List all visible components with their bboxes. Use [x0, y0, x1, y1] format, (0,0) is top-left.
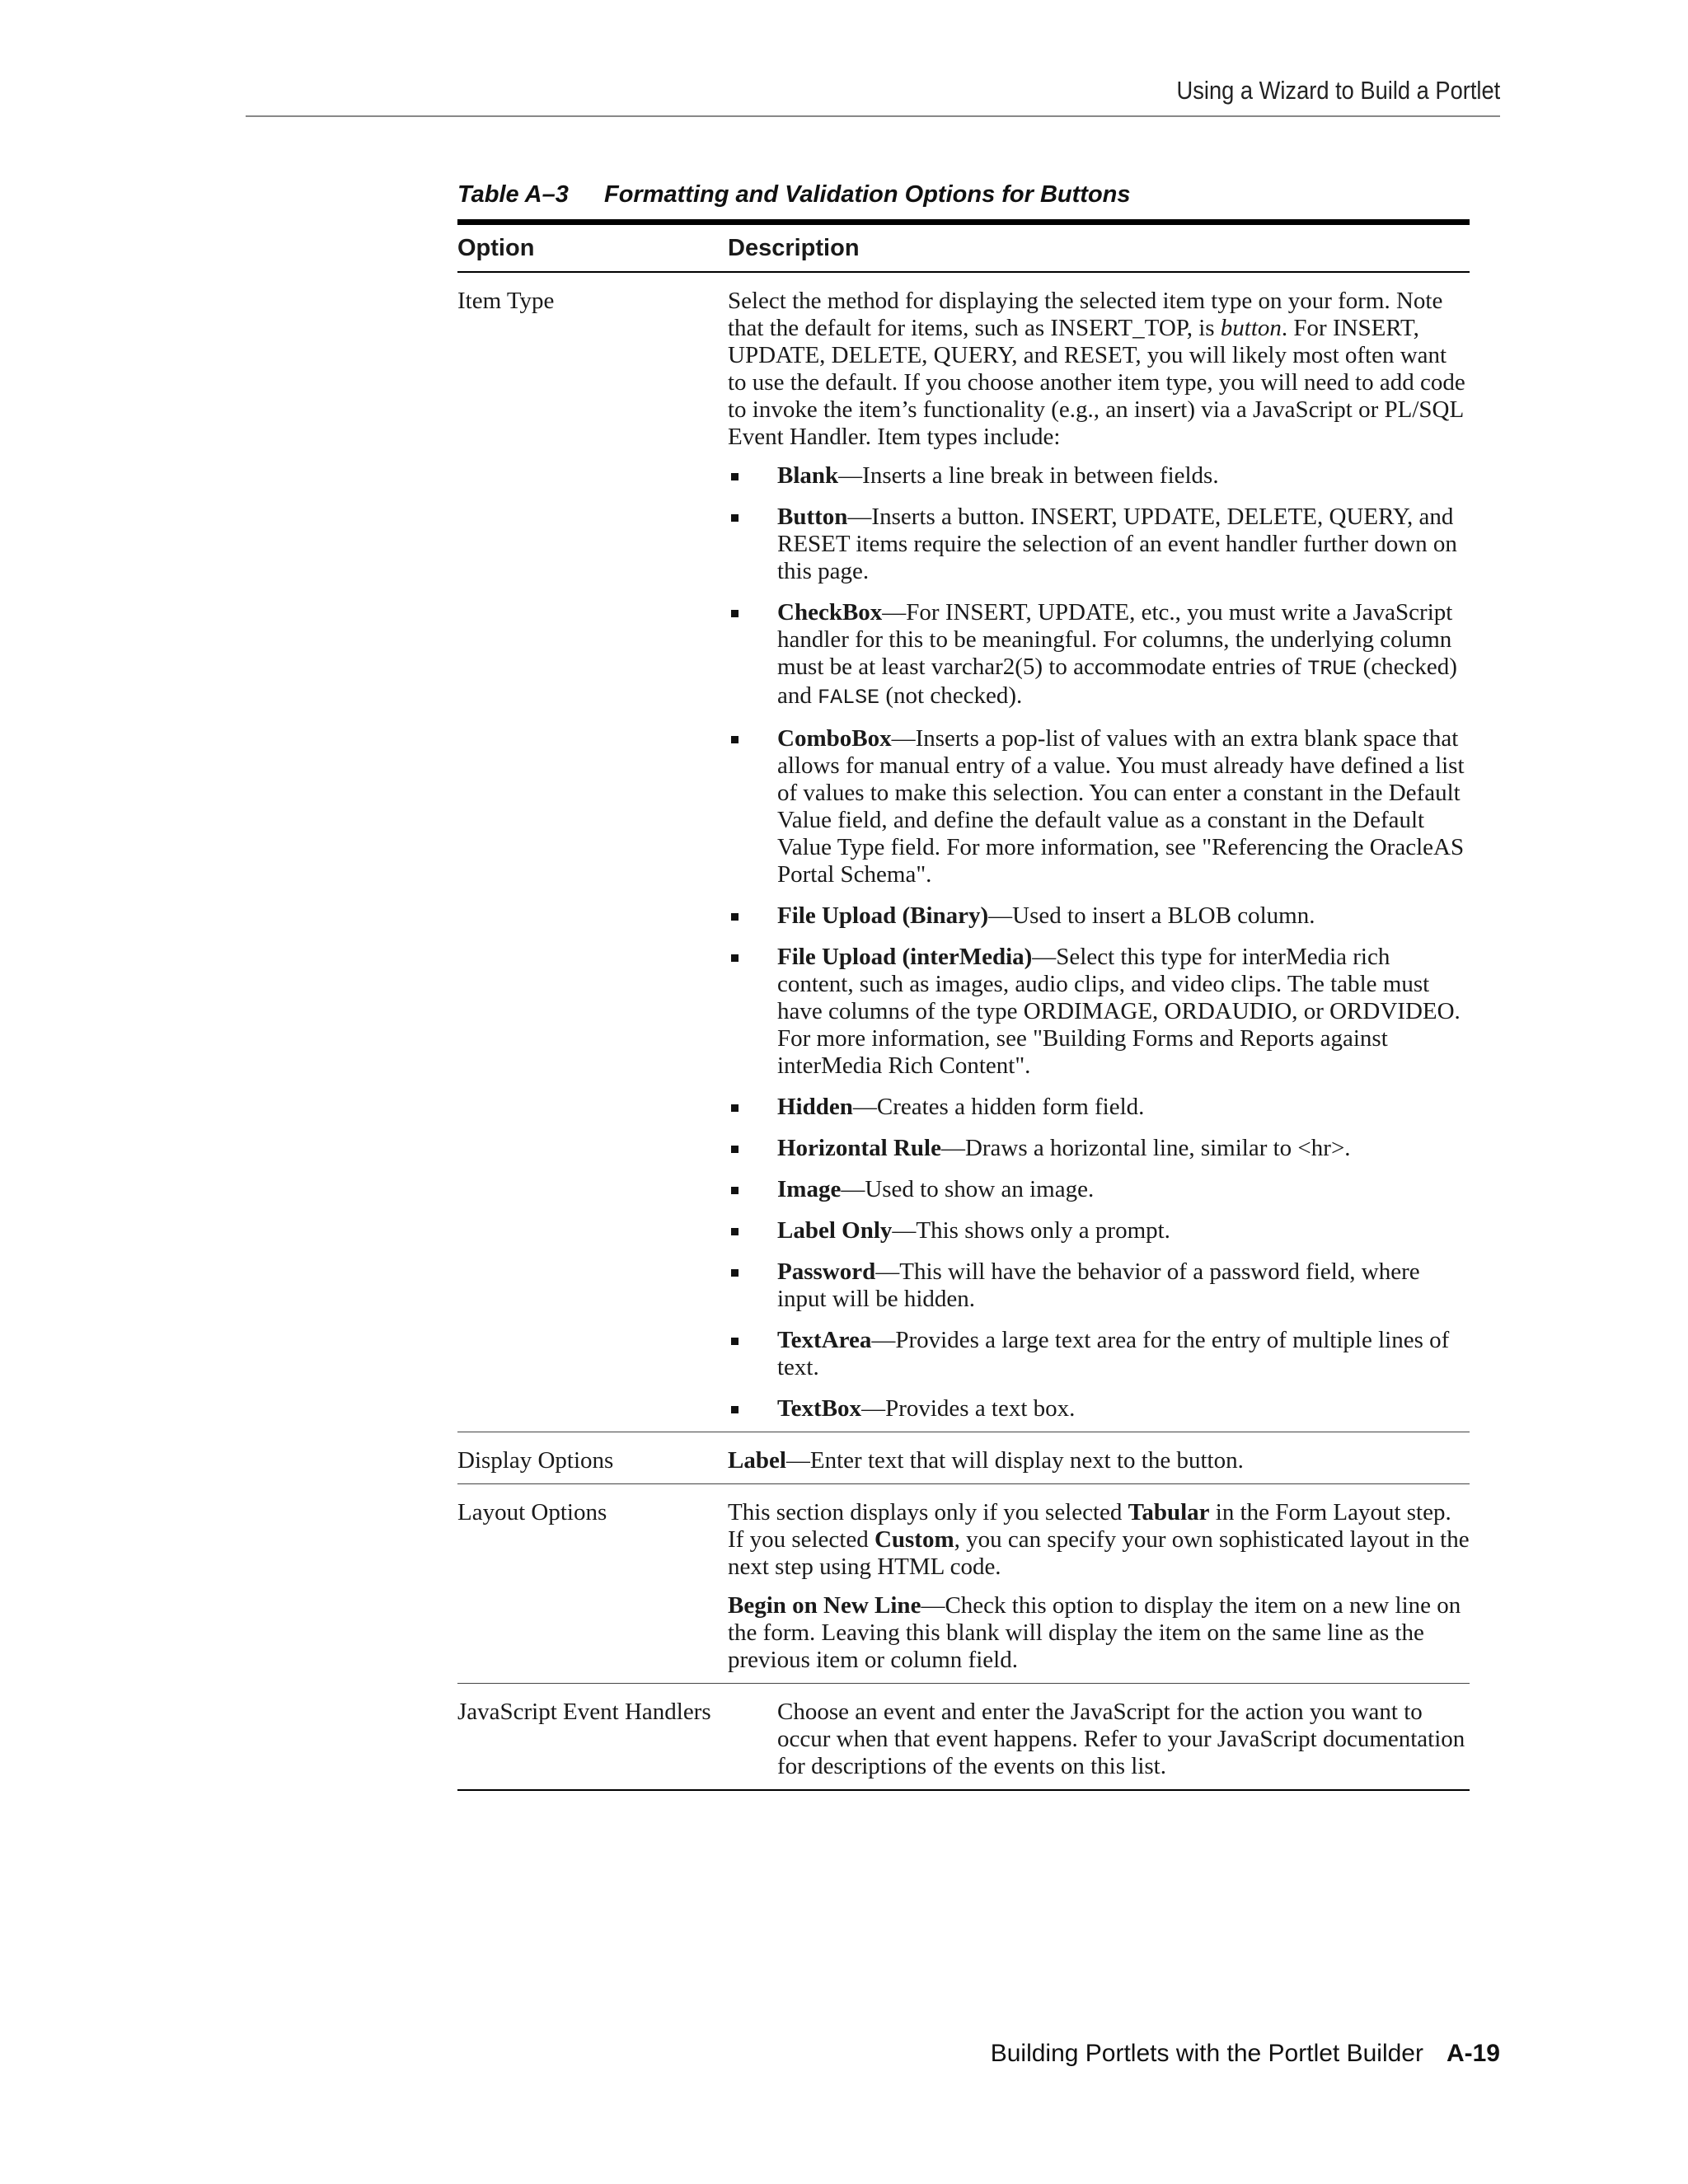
bullet-icon [731, 954, 738, 962]
bullet-icon [731, 913, 738, 921]
table-title: Formatting and Validation Options for Buttons [604, 181, 1131, 208]
list-item: TextArea—Provides a large text area for the entry of multiple lines of text. [728, 1327, 1470, 1381]
list-item: TextBox—Provides a text box. [728, 1395, 1470, 1422]
option-cell: Layout Options [457, 1499, 607, 1526]
table-row-display-options [457, 1432, 1470, 1484]
page-number: A-19 [1446, 2040, 1500, 2067]
list-item: Password—This will have the behavior of a password field, where input will be hidden. [728, 1258, 1470, 1313]
bullet-icon [731, 1187, 738, 1194]
table-row-js-event-handlers [457, 1684, 1470, 1791]
column-header-description: Description [728, 234, 860, 261]
running-footer [991, 2040, 1500, 2068]
bullet-icon [731, 1146, 738, 1153]
bullet-icon [731, 1269, 738, 1277]
options-table [457, 219, 1470, 1791]
bullet-icon [731, 610, 738, 617]
bullet-icon [731, 736, 738, 743]
list-item: Label Only—This shows only a prompt. [728, 1217, 1470, 1244]
description-cell: Label—Enter text that will display next to the button. [728, 1447, 1244, 1474]
table-number: Table A–3 [457, 181, 569, 208]
description-cell [728, 288, 1470, 1422]
footer-book-title: Building Portlets with the Portlet Builder [990, 2040, 1423, 2067]
option-cell: JavaScript Event Handlers [457, 1699, 711, 1725]
bullet-icon [731, 514, 738, 522]
description-cell: Choose an event and enter the JavaScript for the action you want to occur when that event happens. Refer to your JavaScript documentation for descriptions of the events on this list. [777, 1699, 1465, 1779]
list-item: Button—Inserts a button. INSERT, UPDATE, DELETE, QUERY, and RESET items require the selection of an event handler further down on this page. [728, 504, 1470, 585]
table-row-layout-options [457, 1484, 1470, 1684]
bullet-icon [731, 1406, 738, 1413]
list-item: File Upload (Binary)—Used to insert a BLOB column. [728, 902, 1470, 930]
option-cell: Item Type [457, 288, 555, 314]
running-header-title: Using a Wizard to Build a Portlet [1176, 76, 1500, 105]
item-type-intro: Select the method for displaying the selected item type on your form. Note that the default for items, such as INSERT_TOP, is button. For INSERT, UPDATE, DELETE, QUERY, and RESET, you will likely most often want to use the default. If you choose another item type, you will need to add code to invoke the item’s functionality (e.g., an insert) via a JavaScript or PL/SQL Event Handler. Item types include: [728, 288, 1465, 450]
list-item: ComboBox—Inserts a pop-list of values with an extra blank space that allows for manual entry of a value. You must already have defined a list of values to make this selection. You can enter a constant in the Default Value field, and define the default value as a constant in the Default Value Type field. For more information, see "Referencing the OracleAS Portal Schema". [728, 725, 1470, 888]
table-caption [457, 181, 1470, 219]
running-header [246, 74, 1500, 117]
list-item: Image—Used to show an image. [728, 1176, 1470, 1203]
bullet-icon [731, 1338, 738, 1345]
bullet-icon [731, 1228, 738, 1235]
column-header-option: Option [457, 234, 535, 261]
option-cell: Display Options [457, 1447, 614, 1474]
item-type-list [728, 462, 1470, 1422]
table-header-row [457, 225, 1470, 273]
list-item: Hidden—Creates a hidden form field. [728, 1094, 1470, 1121]
description-cell: This section displays only if you selected Tabular in the Form Layout step. If you selected Custom, you can specify your own sophisticated layout in the next step using HTML code. Begin on New Line—Check this option to display the item on a new line on the form. Leaving this blank will display the item on the same line as the previous item or column field. [728, 1499, 1470, 1673]
bullet-icon [731, 1104, 738, 1112]
list-item: Horizontal Rule—Draws a horizontal line, similar to <hr>. [728, 1135, 1470, 1162]
table-row-item-type [457, 273, 1470, 1432]
list-item: Blank—Inserts a line break in between fields. [728, 462, 1470, 490]
list-item: File Upload (interMedia)—Select this type for interMedia rich content, such as images, audio clips, and video clips. The table must have columns of the type ORDIMAGE, ORDAUDIO, or ORDVIDEO. For more information, see "Building Forms and Reports against interMedia Rich Content". [728, 944, 1470, 1080]
bullet-icon [731, 473, 738, 480]
list-item: CheckBox—For INSERT, UPDATE, etc., you must write a JavaScript handler for this to be meaningful. For columns, the underlying column must be at least varchar2(5) to accommodate entries of TRUE (checked) and FALSE (not checked). [728, 599, 1470, 711]
